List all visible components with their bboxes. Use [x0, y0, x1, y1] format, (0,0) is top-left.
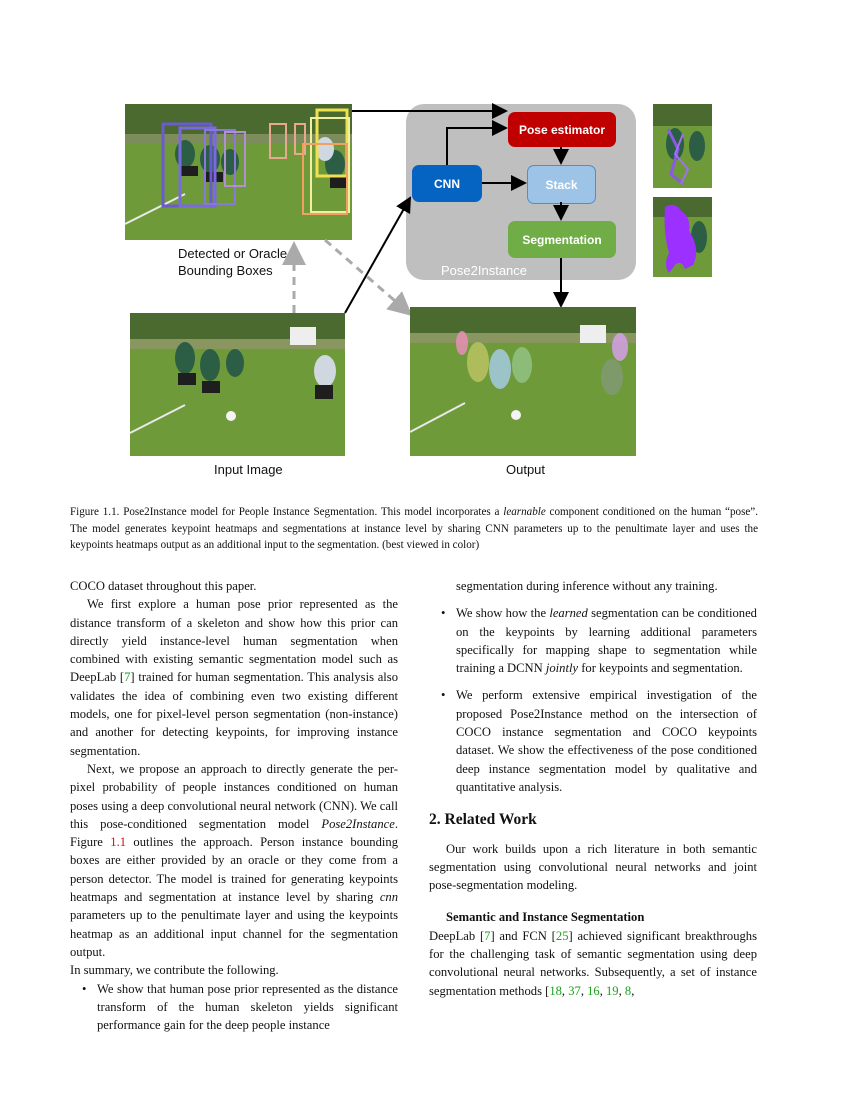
right-column [429, 577, 757, 1000]
paragraph: Our work builds upon a rich literature in both semantic segmentation using convolutional neural networks and joint pose-segmentation modeling. [429, 841, 757, 893]
citation-link[interactable]: 16 [587, 983, 600, 998]
bullet-item: • We show that human pose prior represented as the distance transform of the human skeleton yields significant performance gain for the deep people instance [82, 981, 398, 1033]
citation-link[interactable]: 18 [549, 983, 562, 998]
keypoints-thumbnail [653, 104, 712, 188]
segmentation-block: Segmentation [508, 221, 616, 258]
paragraph: COCO dataset throughout this paper. [70, 579, 257, 593]
citation-link[interactable]: 7 [124, 670, 131, 685]
paragraph: DeepLab [7] and FCN [25] achieved significant breakthroughs for the challenging task of semantic segmentation using deep convolutional neural networks. Subsequently, a set of instance segmentation methods [18, 37, 16, 19, 8, [429, 928, 758, 998]
segmentation-thumbnail [653, 197, 712, 277]
bullet-item: • We perform extensive empirical investigation of the proposed Pose2Instance method on the intersection of COCO instance segmentation and COCO keypoints dataset. We show the effectiveness of the pose conditioned deep instance segmentation model by qualitative and quantitative analysis. [441, 688, 757, 794]
pose-estimator-block: Pose estimator [508, 112, 616, 147]
input-image [130, 313, 345, 456]
pose2instance-label: Pose2Instance [441, 263, 528, 278]
left-column [70, 577, 398, 1034]
paragraph: In summary, we contribute the following. [70, 963, 279, 978]
figure-caption: Figure 1.1. Pose2Instance model for People Instance Segmentation. This model incorporates a learnable component conditioned on the human “pose”. The model generates keypoint heatmaps and segmentations at instance level by sharing CNN parameters up to the penultimate layer and uses the keypoints heatmaps output as an additional input to the segmentation. (best viewed in color) [70, 506, 759, 551]
detected-label: Detected or Oracle Bounding Boxes [178, 246, 288, 278]
citation-link[interactable]: 8 [624, 983, 632, 998]
bullet-item: • We show how the learned segmentation can be conditioned on the keypoints by learning additional parameters specifically for mapping shape to segmentation while training a DCNN jointly for keypoints and segmentation. [441, 606, 757, 676]
subsection-heading: Semantic and Instance Segmentation [446, 910, 645, 925]
citation-link[interactable]: 25 [555, 928, 569, 943]
citation-link[interactable]: 7 [484, 928, 491, 943]
paragraph: Next, we propose an approach to directly generate the per-pixel probability of people instances conditioned on human poses using a deep convolutional neural network (CNN). We call this pose-conditioned segmentation model Pose2Instance. Figure 1.1 outlines the approach. Person instance bounding boxes are either provided by an oracle or they come from a person detector. The model is trained for generating keypoints heatmaps and segmentation at instance level by sharing cnn parameters up to the penultimate layer and using the keypoints heatmap as an additional input channel for the segmentation output. [70, 761, 398, 959]
output-image-label: Output [506, 462, 546, 477]
bullet-continuation: segmentation during inference without any training. [456, 579, 718, 593]
citation-link[interactable]: 19 [606, 983, 619, 998]
citation-link[interactable]: 37 [568, 983, 581, 998]
section-heading: 2. Related Work [429, 811, 537, 829]
figure-link[interactable]: 1.1 [110, 835, 127, 850]
cnn-block: CNN [412, 165, 482, 202]
paragraph: We first explore a human pose prior represented as the distance transform of a skeleton and show how this prior can directly yield instance-level human segmentation when combined with existing semantic segmentation model such as DeepLab [7] trained for human segmentation. This analysis also validates the idea of combining even two existing different models, one for pixel-level person segmentation (non-instance) and another for detecting keypoints, for improving instance segmentation. [70, 597, 398, 758]
input-image-label: Input Image [214, 462, 283, 477]
stack-block: Stack [527, 165, 596, 204]
output-image [410, 307, 636, 456]
